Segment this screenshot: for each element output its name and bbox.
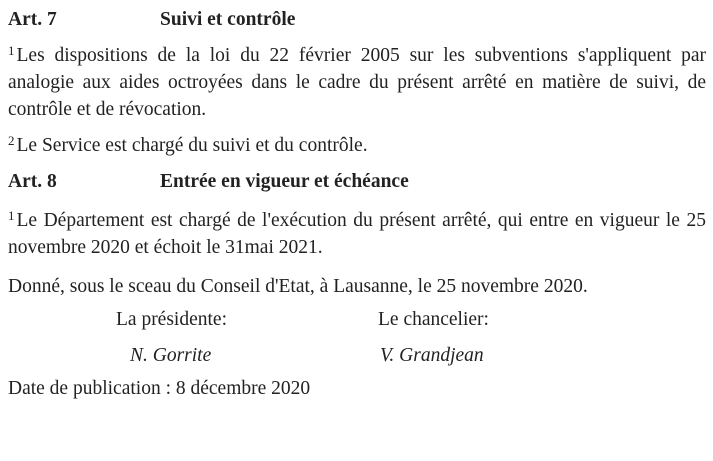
article-7-paragraph-1 (8, 42, 706, 123)
article-7-number: Art. 7 (8, 9, 57, 30)
article-7-paragraph-2 (8, 132, 706, 159)
president-role: La présidente: (116, 309, 227, 330)
paragraph-number: 1 (8, 208, 15, 223)
signatory-roles (8, 306, 706, 333)
document-page (8, 6, 706, 402)
paragraph-text: Le Département est chargé de l'exécution du présent arrêté, qui entre en vigueur le 25 novembre 2020 et échoit le 31mai 2021. (8, 210, 706, 258)
paragraph-number: 2 (8, 133, 15, 148)
publication-date: Date de publication : 8 décembre 2020 (8, 378, 311, 399)
article-8-paragraph-1 (8, 207, 706, 261)
article-8-heading (8, 168, 706, 195)
article-8-title: Entrée en vigueur et échéance (160, 171, 409, 192)
paragraph-text: Le Service est chargé du suivi et du contrôle. (16, 135, 368, 156)
paragraph-text: Les dispositions de la loi du 22 février 2005 sur les subventions s'appliquent par analogie aux aides octroyées dans le cadre du présent arrêté en matière de suivi, de contrôle et de révocation. (8, 45, 706, 120)
signatory-names (8, 342, 706, 369)
article-7-heading (8, 6, 706, 33)
chancellor-name: V. Grandjean (380, 345, 484, 366)
chancellor-role: Le chancelier: (378, 309, 489, 330)
paragraph-number: 1 (8, 43, 15, 58)
given-statement: Donné, sous le sceau du Conseil d'Etat, à Lausanne, le 25 novembre 2020. (8, 276, 588, 297)
article-8-number: Art. 8 (8, 171, 57, 192)
president-name: N. Gorrite (130, 345, 212, 366)
article-7-title: Suivi et contrôle (160, 9, 296, 30)
